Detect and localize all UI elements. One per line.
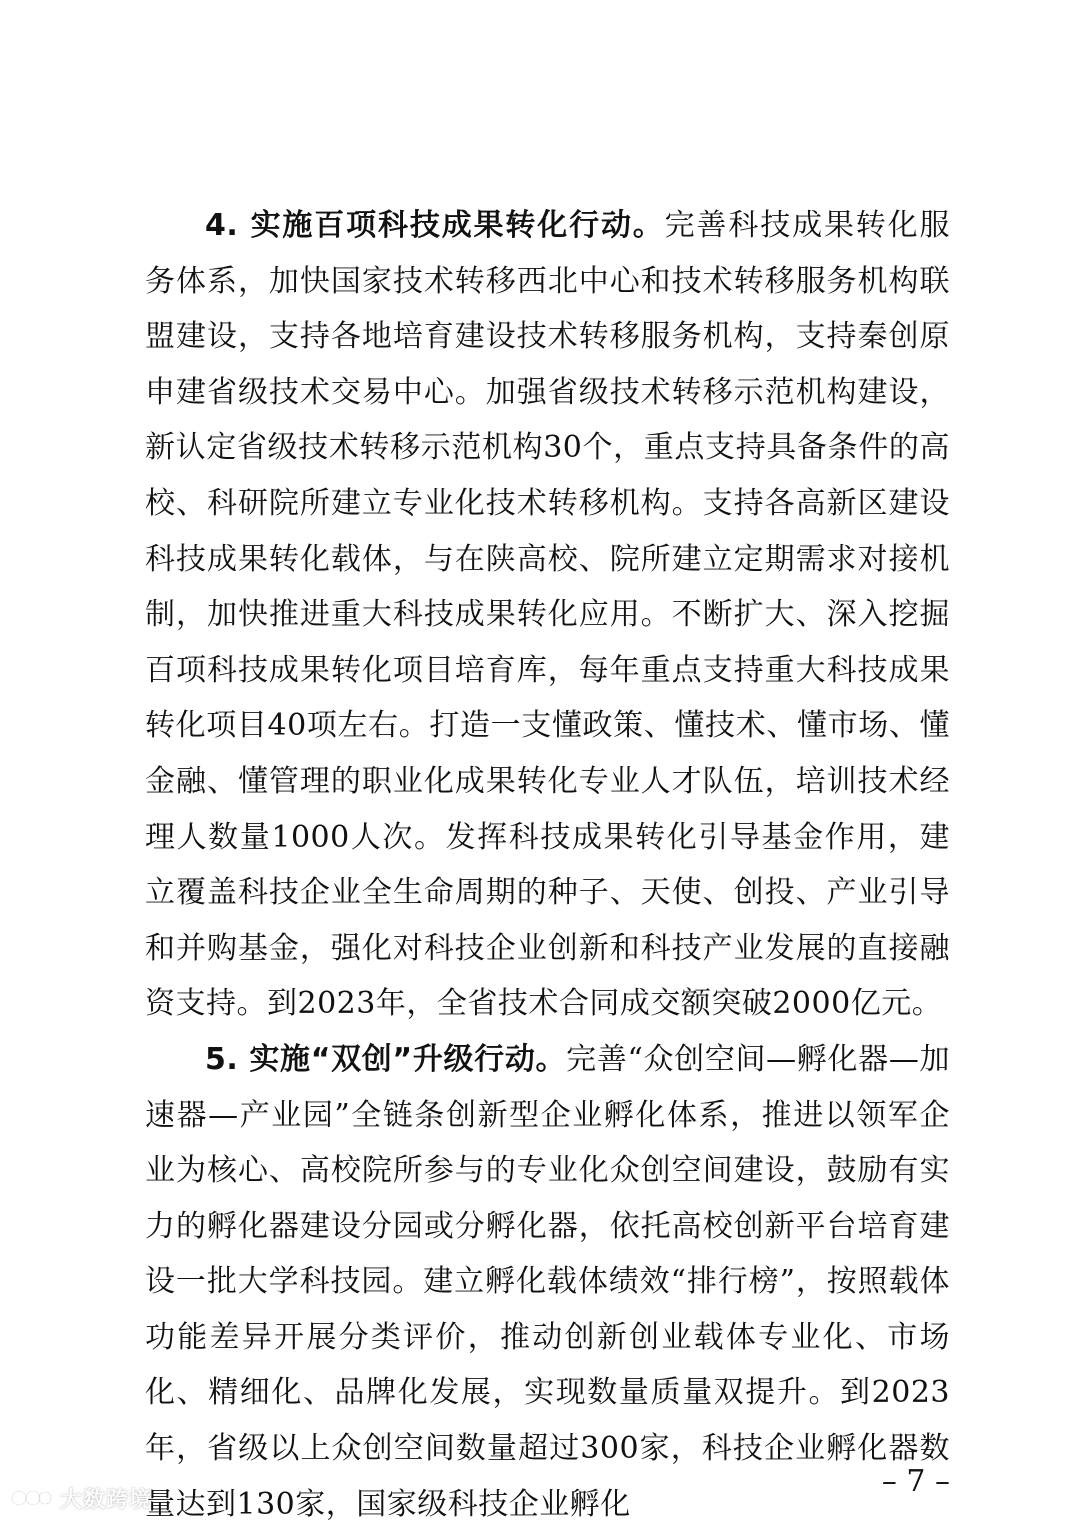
watermark bbox=[10, 1483, 152, 1513]
paragraph-4-text: 完善科技成果转化服务体系，加快国家技术转移西北中心和技术转移服务机构联盟建设，支持各地培育建设技术转移服务机构，支持秦创原申建省级技术交易中心。加强省级技术转移示范机构建设，新认定省级技术转移示范机构30个，重点支持具备条件的高校、科研院所建立专业化技术转移机构。支持各高新区建设科技成果转化载体，与在陕高校、院所建立定期需求对接机制，加快推进重大科技成果转化应用。不断扩大、深入挖掘百项科技成果转化项目培育库，每年重点支持重大科技成果转化项目40项左右。打造一支懂政策、懂技术、懂市场、懂金融、懂管理的职业化成果转化专业人才队伍，培训技术经理人数量1000人次。发挥科技成果转化引导基金作用，建立覆盖科技企业全生命周期的种子、天使、创投、产业引导和并购基金，强化对科技企业创新和科技产业发展的直接融资支持。到2023年，全省技术合同成交额突破2000亿元。 bbox=[145, 208, 951, 1022]
paragraph-5 bbox=[145, 1032, 950, 1532]
paragraph-4-heading: 4. 实施百项科技成果转化行动。 bbox=[205, 208, 665, 243]
page-number: – 7 – bbox=[881, 1464, 950, 1499]
watermark-text: 大数跨境 bbox=[60, 1487, 153, 1513]
paragraph-4 bbox=[145, 198, 950, 1032]
document-body bbox=[145, 198, 950, 1532]
watermark-logo-icon bbox=[10, 1487, 54, 1509]
paragraph-5-text: 完善“众创空间—孵化器—加速器—产业园”全链条创新型企业孵化体系，推进以领军企业为核心、高校院所参与的专业化众创空间建设，鼓励有实力的孵化器建设分园或分孵化器，依托高校创新平台培育建设一批大学科技园。建立孵化载体绩效“排行榜”，按照载体功能差异开展分类评价，推动创新创业载体专业化、市场化、精细化、品牌化发展，实现数量质量双提升。到2023年，省级以上众创空间数量超过300家，科技企业孵化器数量达到130家，国家级科技企业孵化 bbox=[145, 1041, 950, 1522]
paragraph-5-heading: 5. 实施“双创”升级行动。 bbox=[205, 1041, 567, 1077]
